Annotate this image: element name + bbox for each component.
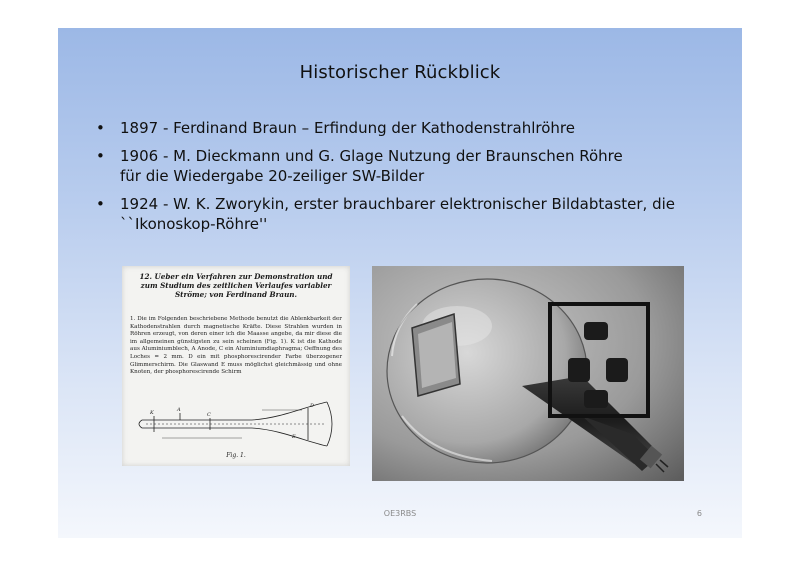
bullet-text [120,146,623,186]
scan-figure-caption: Fig. 1. [226,452,246,459]
bullet-text [120,194,675,234]
bullet-line: 1906 - M. Dieckmann und G. Glage Nutzung der Braunschen Röhre [120,147,623,165]
svg-text:A: A [177,407,181,413]
bullet-item [96,146,716,186]
svg-text:E: E [292,434,296,440]
iconoscope-tube-photo [372,266,684,481]
braun-article-scan [122,266,350,466]
slide [58,28,742,538]
svg-text:D: D [310,403,315,409]
bullet-text [120,118,575,138]
bullet-marker: • [96,195,105,213]
svg-text:C: C [207,412,211,418]
scan-heading: 12. Ueber ein Verfahren zur Demonstration und zum Studium des zeitlichen Verlaufes variabler Ströme; von Ferdinand Braun. [139,272,333,299]
slide-title: Historischer Rückblick [299,62,501,83]
scan-body-text: 1. Die im Folgenden beschriebene Methode benutzt die Ablenkbarkeit der Kathodenstrahlen durch magnetische Kräfte. Diese Strahlen wurden in Röhren erzeugt, von deren einer ich die Maasse angebe, da mir diese die im allgemeinen günstigsten zu sein scheinen (Fig. 1). K ist die Kathode aus Aluminiumblech, A Anode, C ein Aluminiumdiaphragma; Oeffnung des Loches = 2 mm. D ein mit phosphorescirender Farbe überzogener Glimmerschirm. Die Glaswand E muss möglichst gleichmässig und ohne Knoten, der phosphorescirende Schirm [130,316,342,376]
page-number: 6 [696,509,702,518]
bullet-line: 1924 - W. K. Zworykin, erster brauchbarer elektronischer Bildabtaster, die [120,195,676,213]
bullet-marker: • [96,147,105,165]
bullet-item [96,118,716,138]
bullet-line: 1897 - Ferdinand Braun – Erfindung der Kathodenstrahlröhre [120,119,575,137]
bullet-list [96,118,716,242]
svg-text:K: K [150,410,154,416]
crt-drawing-figure [132,398,340,450]
bullet-line: ``Ikonoskop-Röhre'' [120,215,268,233]
bullet-item [96,194,716,234]
bullet-line: für die Wiedergabe 20-zeiliger SW-Bilder [120,167,425,185]
bullet-marker: • [96,119,105,137]
footer-author: OE3RBS [383,509,417,518]
